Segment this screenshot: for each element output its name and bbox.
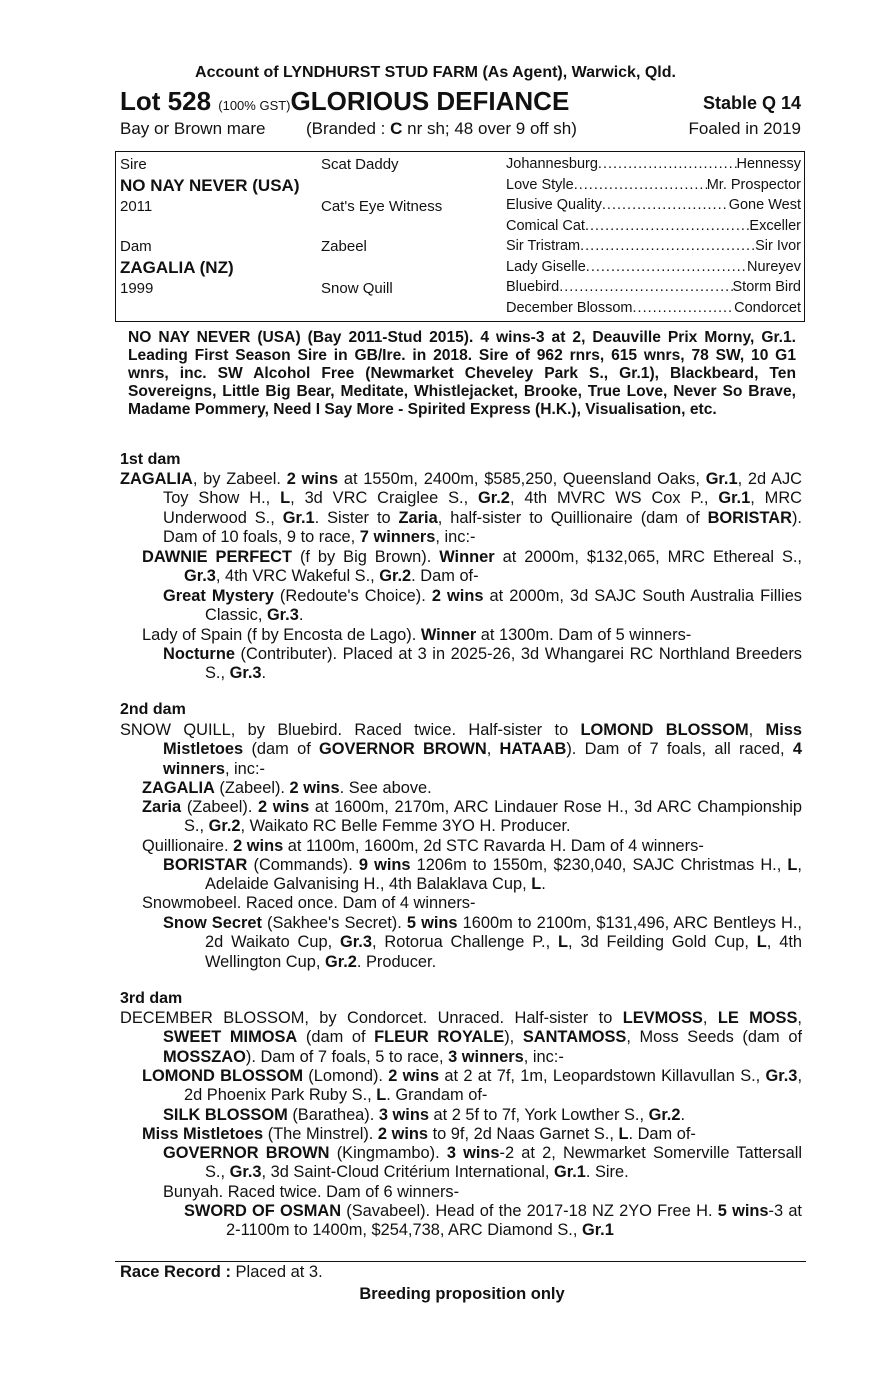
stable-number: Stable Q 14 — [702, 93, 801, 113]
consignor-account: Account of LYNDHURST STUD FARM (As Agent), Warwick, Qld. — [195, 64, 676, 81]
progeny-bunyah: Bunyah. Raced twice. Dam of 6 winners- — [163, 1183, 460, 1201]
breeding-proposition: Breeding proposition only — [359, 1285, 565, 1303]
dam-dam: Snow Quill — [321, 280, 393, 297]
dam-sire: Zabeel — [321, 238, 367, 255]
pedigree-table — [115, 151, 805, 322]
sire-label: Sire — [120, 156, 147, 173]
race-record: Race Record : Placed at 3. — [120, 1263, 323, 1281]
dam-december-blossom-entry: DECEMBER BLOSSOM, by Condorcet. Unraced. Half-sister to LEVMOSS, LE MOSS, SWEET MIMOSA (dam of FLEUR ROYALE), SANTAMOSS, Moss Seeds (dam of MOSSZAO). Dam of 7 foals, 5 to race, 3 winners, inc:- — [120, 1009, 802, 1066]
lot-number: Lot 528 — [120, 86, 212, 116]
dam-label: Dam — [120, 238, 152, 255]
brand-mark: C — [390, 119, 403, 138]
sire-sire: Scat Daddy — [321, 156, 399, 173]
progeny-snowmobeel: Snowmobeel. Raced once. Dam of 4 winners- — [142, 894, 476, 912]
progeny-snow-secret: Snow Secret (Sakhee's Secret). 5 wins 1600m to 2100m, $131,496, ARC Bentleys H., 2d Waikato Cup, Gr.3, Rotorua Challenge P., L, 3d Feilding Gold Cup, L, 4th Wellington Cup, Gr.2. Producer. — [163, 914, 802, 971]
sire-name: NO NAY NEVER (USA) — [120, 176, 300, 195]
third-gen-row: Lady Giselle ..... Nureyev — [506, 259, 801, 275]
third-gen-row: Johannesburg ..... Hennessy — [506, 156, 801, 172]
progeny-lady-of-spain: Lady of Spain (f by Encosta de Lago). Winner at 1300m. Dam of 5 winners- — [142, 626, 692, 644]
progeny-dawnie-perfect: DAWNIE PERFECT (f by Big Brown). Winner at 2000m, $132,065, MRC Ethereal S., Gr.3, 4th VRC Wakeful S., Gr.2. Dam of- — [142, 548, 802, 586]
lot-title — [120, 86, 569, 117]
third-gen-row: Comical Cat ..... Exceller — [506, 218, 801, 234]
progeny-governor-brown: GOVERNOR BROWN (Kingmambo). 3 wins-2 at 2, Newmarket Somerville Tattersall S., Gr.3, 3d Saint-Cloud Critérium International, Gr.1. Sire. — [163, 1144, 802, 1182]
brand-info: (Branded : C nr sh; 48 over 9 off sh) — [306, 119, 577, 138]
progeny-lomond-blossom: LOMOND BLOSSOM (Lomond). 2 wins at 2 at 7f, 1m, Leopardstown Killavullan S., Gr.3, 2d Phoenix Park Ruby S., L. Grandam of- — [142, 1067, 802, 1105]
gst-note: (100% GST) — [218, 98, 291, 113]
sire-biography: NO NAY NEVER (USA) (Bay 2011-Stud 2015). 4 wins-3 at 2, Deauville Prix Morny, Gr.1. Leading First Season Sire in GB/Ire. in 2018. Sire of 962 rnrs, 615 wnrs, 78 SW, 10 G1 wnrs, inc. SW Alcohol Free (Newmarket Cheveley Park S., Gr.1), Blackbeard, Ten Sovereigns, Little Big Bear, Meditate, Whistlejacket, Brooke, True Love, Never So Brave, Madame Pommery, Need I Say More - Spirited Express (H.K.), Visualisation, etc. — [128, 329, 796, 418]
third-gen-row: Elusive Quality ..... Gone West — [506, 197, 801, 213]
dam-name: ZAGALIA (NZ) — [120, 258, 234, 277]
progeny-great-mystery: Great Mystery (Redoute's Choice). 2 wins at 2000m, 3d SAJC South Australia Fillies Classic, Gr.3. — [163, 587, 803, 625]
foaled-year: Foaled in 2019 — [688, 119, 801, 138]
dam-snow-quill-entry: SNOW QUILL, by Bluebird. Raced twice. Half-sister to LOMOND BLOSSOM, Miss Mistletoes (dam of GOVERNOR BROWN, HATAAB). Dam of 7 foals, all raced, 4 winners, inc:- — [120, 721, 802, 778]
section-heading-2nd-dam: 2nd dam — [120, 701, 186, 718]
progeny-boristar: BORISTAR (Commands). 9 wins 1206m to 1550m, $230,040, SAJC Christmas H., L, Adelaide Galvanising H., 4th Balaklava Cup, L. — [163, 856, 802, 894]
progeny-silk-blossom: SILK BLOSSOM (Barathea). 3 wins at 2 5f to 7f, York Lowther S., Gr.2. — [163, 1106, 686, 1124]
sire-dam: Cat's Eye Witness — [321, 198, 443, 215]
third-gen-row: Sir Tristram ..... Sir Ivor — [506, 238, 801, 254]
dam-year: 1999 — [120, 280, 154, 297]
horse-name: GLORIOUS DEFIANCE — [290, 86, 570, 116]
divider — [115, 1261, 806, 1262]
progeny-miss-mistletoes: Miss Mistletoes (The Minstrel). 2 wins to 9f, 2d Naas Garnet S., L. Dam of- — [142, 1125, 696, 1143]
sire-year: 2011 — [120, 198, 153, 215]
third-gen-row: December Blossom ..... Condorcet — [506, 300, 801, 316]
progeny-sword-of-osman: SWORD OF OSMAN (Savabeel). Head of the 2017-18 NZ 2YO Free H. 5 wins-3 at 2-1100m to 1400m, $254,738, ARC Diamond S., Gr.1 — [184, 1202, 802, 1240]
third-gen-row: Love Style ..... Mr. Prospector — [506, 177, 801, 193]
progeny-quillionaire: Quillionaire. 2 wins at 1100m, 1600m, 2d STC Ravarda H. Dam of 4 winners- — [142, 837, 704, 855]
horse-description: Bay or Brown mare — [120, 119, 266, 138]
progeny-zaria: Zaria (Zabeel). 2 wins at 1600m, 2170m, ARC Lindauer Rose H., 3d ARC Championship S., Gr.2, Waikato RC Belle Femme 3YO H. Producer. — [142, 798, 802, 836]
section-heading-1st-dam: 1st dam — [120, 451, 181, 468]
third-gen-row: Bluebird ..... Storm Bird — [506, 279, 801, 295]
section-heading-3rd-dam: 3rd dam — [120, 990, 183, 1007]
progeny-nocturne: Nocturne (Contributer). Placed at 3 in 2025-26, 3d Whangarei RC Northland Breeders S., Gr.3. — [163, 645, 802, 683]
progeny-zagalia: ZAGALIA (Zabeel). 2 wins. See above. — [142, 779, 432, 797]
dam-zagalia-entry: ZAGALIA, by Zabeel. 2 wins at 1550m, 2400m, $585,250, Queensland Oaks, Gr.1, 2d AJC Toy Show H., L, 3d VRC Craiglee S., Gr.2, 4th MVRC WS Cox P., Gr.1, MRC Underwood S., Gr.1. Sister to Zaria, half-sister to Quillionaire (dam of BORISTAR). Dam of 10 foals, 9 to race, 7 winners, inc:- — [120, 470, 803, 547]
